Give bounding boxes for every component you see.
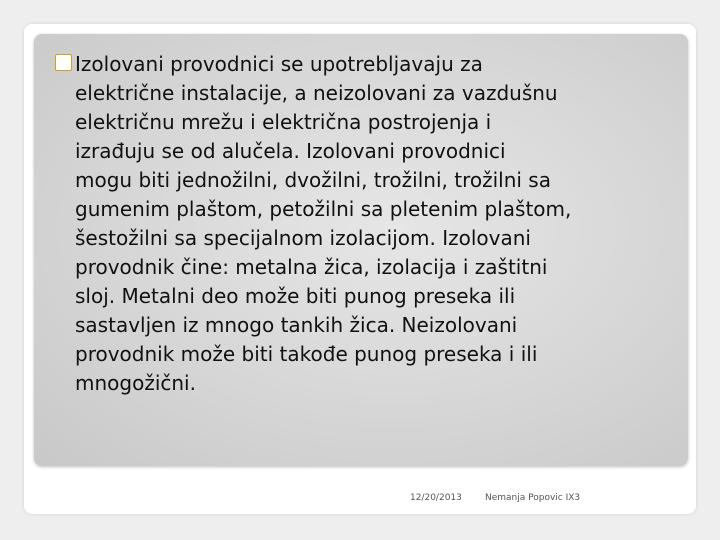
bullet-paragraph: Izolovani provodnici se upotrebljavaju za električne instalacije, a neizolovani za vazdušnu električnu mrežu i električna postrojenja i izrađuju se od alučela. Izolovani provodnici mogu biti jednožilni, dvožilni, trožilni, trožilni sa gumenim plaštom, petožilni sa pletenim plaštom, šestožilni sa specijalnom izolacijom. Izolovani provodnik čine: metalna žica, izolacija i zaštitni sloj. Metalni deo može biti punog preseka ili sastavljen iz mnogo tankih žica. Neizolovani provodnik može biti takođe punog preseka i ili mnogožični.	[75, 52, 572, 395]
footer-date: 12/20/2013	[410, 493, 462, 503]
box-bullet-icon	[55, 54, 72, 71]
footer-author: Nemanja Popovic IX3	[485, 493, 581, 503]
